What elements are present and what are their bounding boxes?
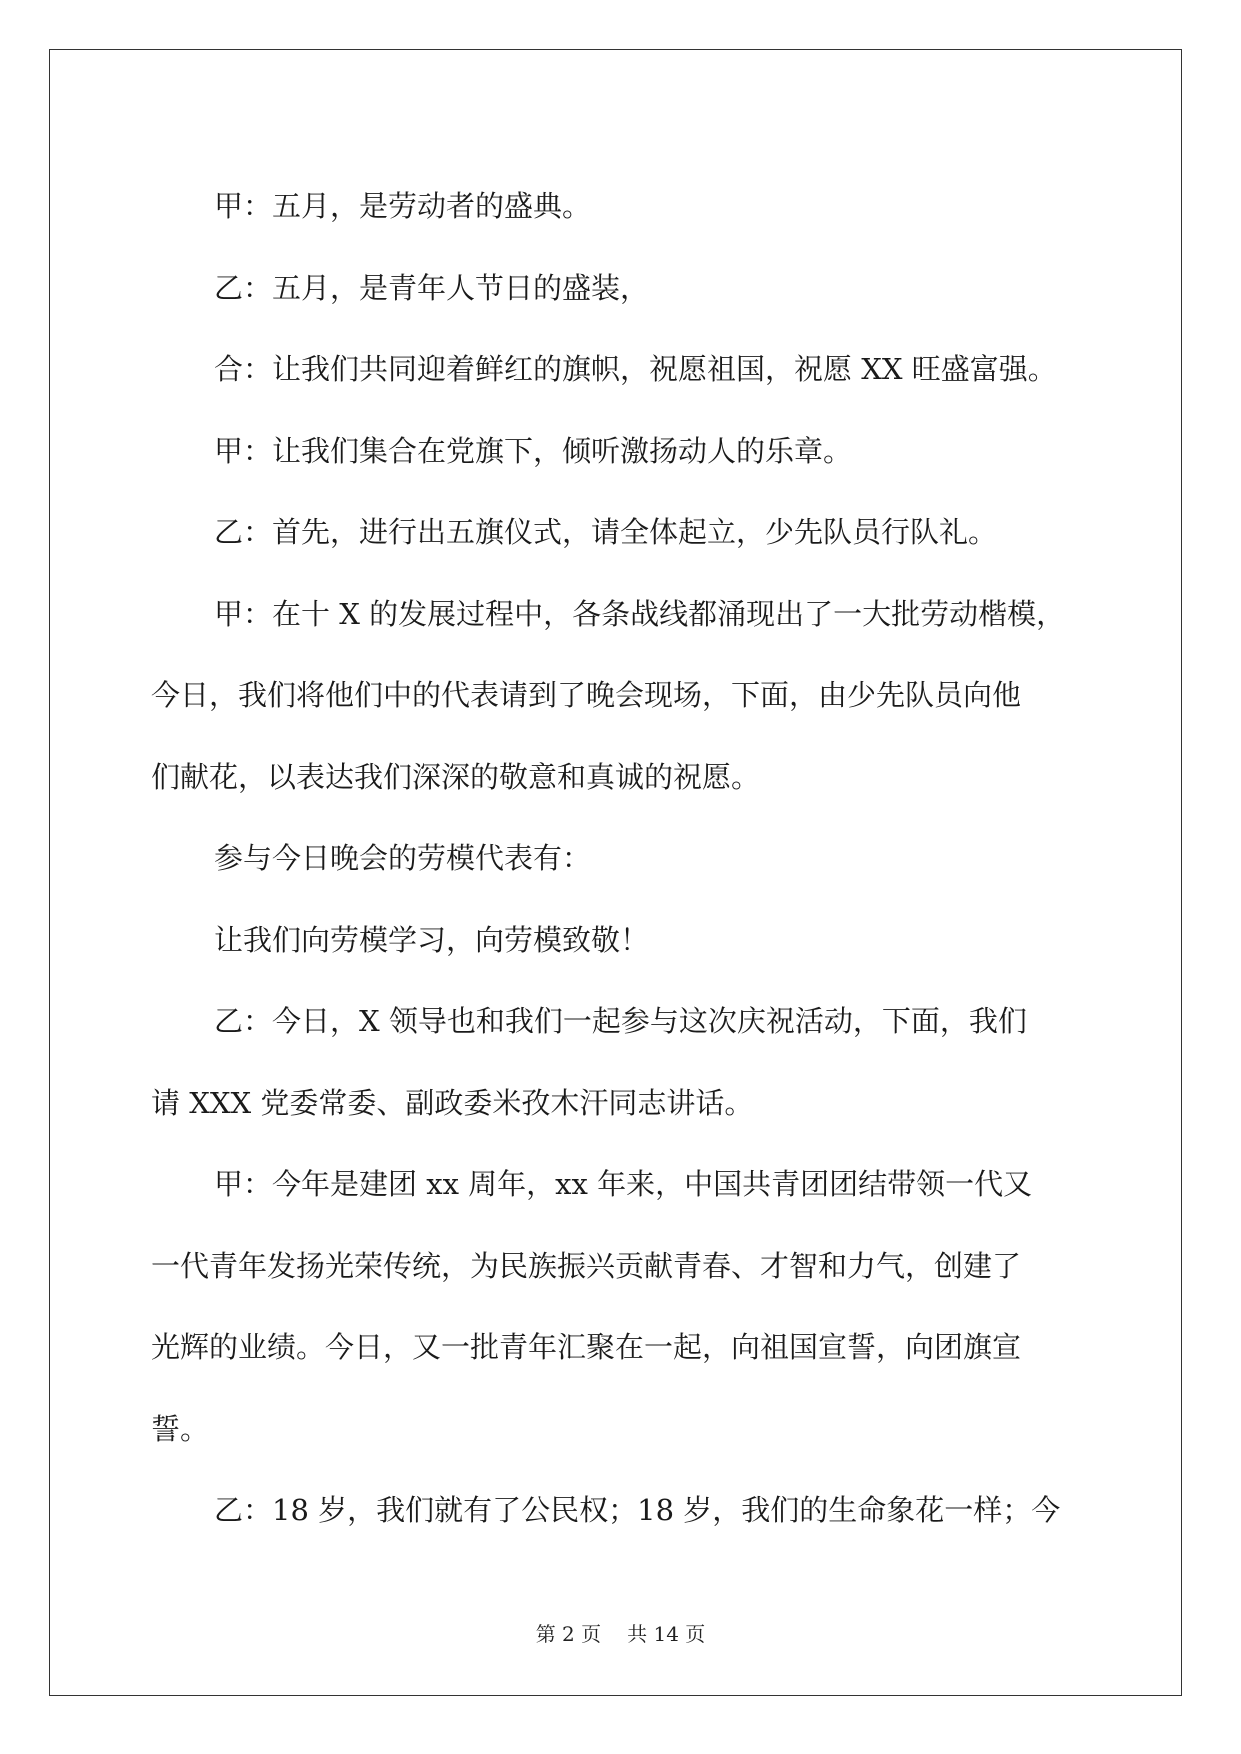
page-footer xyxy=(0,1618,1241,1647)
paragraph xyxy=(151,981,1081,1144)
paragraph xyxy=(151,1144,1081,1470)
paragraph xyxy=(151,329,1081,411)
paragraph xyxy=(151,492,1081,574)
text-line: 一代青年发扬光荣传统，为民族振兴贡献青春、才智和力气，创建了 xyxy=(151,1248,1022,1283)
text-line: 甲：五月，是劳动者的盛典。 xyxy=(214,189,592,223)
text-line: 乙：五月，是青年人节日的盛装， xyxy=(214,270,650,305)
text-line: 让我们向劳模学习，向劳模致敬！ xyxy=(214,922,650,957)
paragraph xyxy=(151,248,1081,330)
text-line: 光辉的业绩。今日，又一批青年汇聚在一起，向祖国宣誓，向团旗宣 xyxy=(151,1330,1022,1364)
paragraph xyxy=(151,818,1081,900)
text-line: 甲：今年是建团 xx 周年，xx 年来，中国共青团团结带领一代又 xyxy=(214,1167,1033,1201)
text-line: 乙：首先，进行出五旗仪式，请全体起立，少先队员行队礼。 xyxy=(214,515,998,549)
paragraph xyxy=(151,900,1081,982)
text-line: 请 XXX 党委常委、副政委米孜木汗同志讲话。 xyxy=(151,1085,754,1120)
text-line: 乙：18 岁，我们就有了公民权；18 岁，我们的生命象花一样；今 xyxy=(214,1493,1061,1527)
text-line: 乙：今日，X 领导也和我们一起参与这次庆祝活动，下面，我们 xyxy=(214,1004,1027,1038)
text-line: 们献花，以表达我们深深的敬意和真诚的祝愿。 xyxy=(151,759,761,794)
text-line: 甲：在十 X 的发展过程中，各条战线都涌现出了一大批劳动楷模， xyxy=(214,596,1066,631)
text-line: 甲：让我们集合在党旗下，倾听激扬动人的乐章。 xyxy=(214,433,853,468)
text-line: 今日，我们将他们中的代表请到了晚会现场，下面，由少先队员向他 xyxy=(151,678,1022,712)
paragraph xyxy=(151,166,1081,248)
text-line: 参与今日晚会的劳模代表有： xyxy=(214,841,592,875)
page-total: 共 14 页 xyxy=(627,1622,706,1646)
document-body xyxy=(151,166,1081,1552)
text-line: 誓。 xyxy=(151,1411,210,1446)
page-number: 第 2 页 xyxy=(535,1622,602,1646)
paragraph xyxy=(151,1470,1081,1552)
paragraph xyxy=(151,574,1081,819)
paragraph xyxy=(151,411,1081,493)
text-line: 合：让我们共同迎着鲜红的旗帜，祝愿祖国，祝愿 XX 旺盛富强。 xyxy=(214,352,1057,386)
